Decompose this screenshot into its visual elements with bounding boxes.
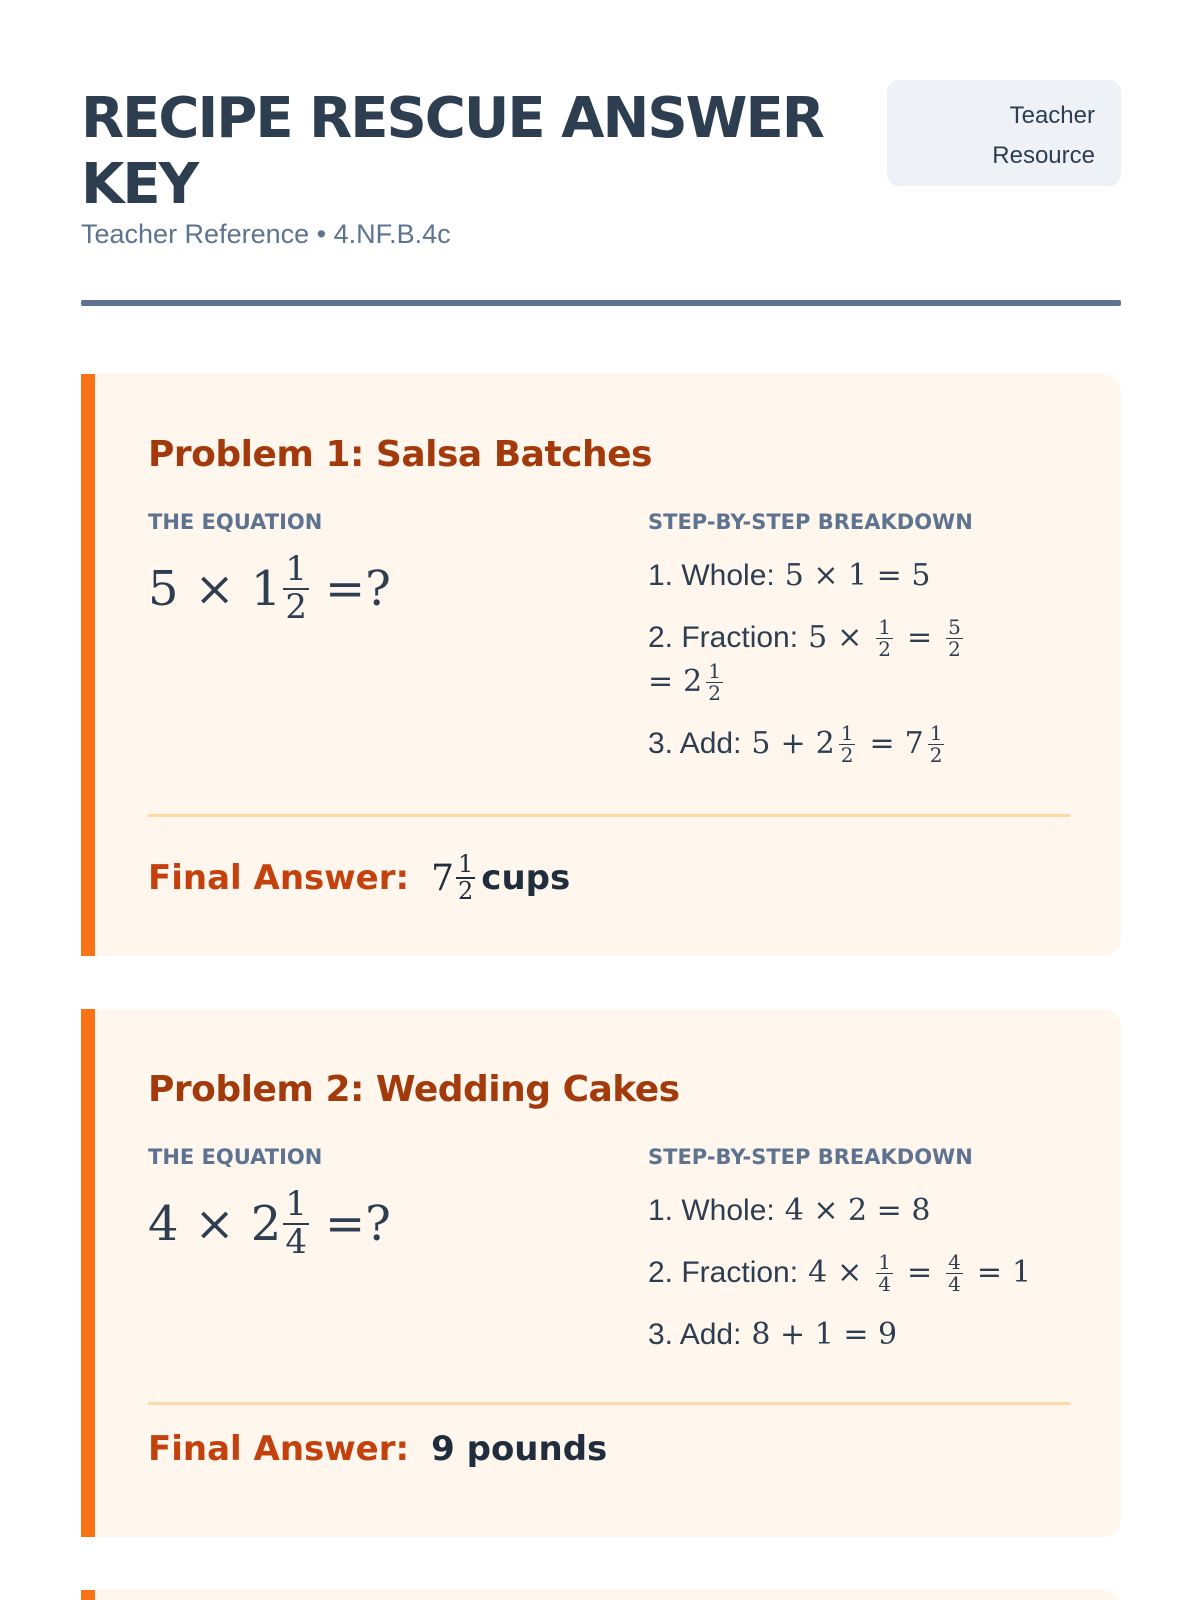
mixed-number [250, 549, 315, 627]
step-math: 5 × 1 = 5 [784, 558, 931, 593]
step-add [648, 722, 1088, 766]
denominator: 2 [840, 742, 854, 767]
fraction [946, 1249, 963, 1296]
numerator: 5 [948, 614, 961, 639]
fraction [928, 720, 945, 767]
step-result: 1 [1012, 1255, 1032, 1290]
denominator: 4 [285, 1221, 307, 1262]
problem-card-2 [81, 1009, 1121, 1537]
page-subtitle: Teacher Reference • 4.NF.B.4c [81, 219, 451, 249]
numerator: 1 [458, 850, 474, 878]
mixed-whole: 7 [431, 857, 455, 899]
fraction [456, 852, 475, 904]
problem-title: Problem 2: Wedding Cakes [148, 1069, 680, 1110]
step-math-continued [648, 660, 727, 704]
step-whole [648, 1189, 1088, 1233]
fraction [283, 549, 309, 627]
equals-sign: = [648, 664, 674, 699]
step-label: 2. Fraction: [648, 621, 799, 654]
equation-factor: 5 [148, 560, 179, 617]
numerator: 1 [840, 720, 854, 745]
equals-sign: = [976, 1255, 1003, 1290]
page-title: RECIPE RESCUE ANSWER KEY [81, 86, 823, 217]
step-math [751, 722, 948, 766]
step-whole [648, 554, 1088, 598]
step-add [648, 1313, 1088, 1357]
fraction [839, 720, 856, 767]
equation [148, 549, 391, 627]
denominator: 2 [878, 636, 892, 661]
mixed-whole: 7 [904, 726, 924, 761]
denominator: 2 [948, 636, 961, 661]
fraction [876, 614, 893, 661]
fraction [706, 658, 723, 705]
equation-rest: =? [324, 560, 391, 617]
final-answer [148, 852, 570, 904]
equals-sign: = [869, 726, 895, 761]
step-label: 1. Whole: [648, 1194, 775, 1227]
fraction [283, 1184, 309, 1262]
step-fraction [648, 616, 1088, 704]
problem-card-1 [81, 374, 1121, 956]
badge-line-1: Teacher [1009, 102, 1095, 129]
equation-label: THE EQUATION [148, 510, 323, 534]
numerator: 1 [708, 658, 721, 683]
problem-card-3 [81, 1590, 1121, 1600]
badge-line-2: Resource [992, 142, 1095, 169]
mixed-whole: 1 [250, 560, 282, 617]
answer-unit: cups [481, 858, 571, 899]
times-sign: × [194, 1195, 235, 1252]
step-factor: 5 [808, 620, 828, 655]
fraction [946, 614, 963, 661]
teacher-resource-badge [887, 80, 1121, 186]
problem-title: Problem 1: Salsa Batches [148, 434, 652, 475]
header-divider [81, 300, 1121, 306]
numerator: 4 [948, 1249, 961, 1274]
denominator: 2 [458, 877, 474, 906]
numerator: 1 [285, 1184, 307, 1224]
denominator: 4 [878, 1271, 892, 1296]
numerator: 1 [878, 1249, 892, 1274]
page-header [81, 80, 1121, 306]
step-label: 2. Fraction: [648, 1256, 799, 1289]
denominator: 4 [948, 1271, 961, 1296]
steps-label: STEP-BY-STEP BREAKDOWN [648, 510, 973, 534]
equals-sign: = [907, 1255, 933, 1290]
answer-divider [148, 814, 1070, 817]
mixed-whole: 2 [815, 726, 835, 761]
final-answer-value: 9 pounds [431, 1429, 608, 1469]
final-answer-label: Final Answer: [148, 1429, 410, 1469]
step-math [808, 1251, 1031, 1295]
step-label: 1. Whole: [648, 559, 775, 592]
steps-list [648, 554, 1088, 784]
times-sign: × [837, 1255, 863, 1290]
denominator: 2 [285, 586, 307, 627]
denominator: 2 [929, 742, 943, 767]
final-answer-label: Final Answer: [148, 858, 410, 899]
addend: 5 [751, 726, 771, 761]
equation [148, 1184, 391, 1262]
denominator: 2 [708, 680, 721, 705]
equation-factor: 4 [148, 1195, 179, 1252]
mixed-number [250, 1184, 315, 1262]
final-answer-value [431, 852, 570, 904]
step-label: 3. Add: [648, 1318, 742, 1351]
mixed-whole: 2 [250, 1195, 282, 1252]
equation-label: THE EQUATION [148, 1145, 323, 1169]
fraction [876, 1249, 893, 1296]
mixed-whole: 2 [683, 664, 703, 699]
equation-rest: =? [324, 1195, 391, 1252]
numerator: 1 [285, 549, 307, 589]
step-math: 4 × 2 = 8 [784, 1193, 931, 1228]
numerator: 1 [878, 614, 892, 639]
step-label: 3. Add: [648, 727, 742, 760]
step-fraction [648, 1251, 1088, 1295]
step-math [808, 616, 967, 660]
step-factor: 4 [808, 1255, 828, 1290]
steps-list [648, 1189, 1088, 1375]
times-sign: × [837, 620, 863, 655]
answer-divider [148, 1402, 1070, 1405]
times-sign: × [194, 560, 235, 617]
numerator: 1 [929, 720, 943, 745]
steps-label: STEP-BY-STEP BREAKDOWN [648, 1145, 973, 1169]
step-math: 8 + 1 = 9 [751, 1317, 898, 1352]
final-answer [148, 1429, 607, 1469]
plus-sign: + [780, 726, 806, 761]
equals-sign: = [907, 620, 933, 655]
